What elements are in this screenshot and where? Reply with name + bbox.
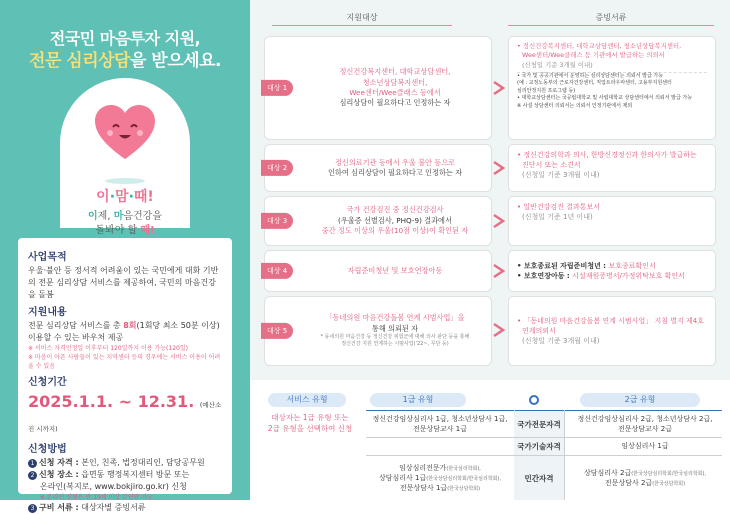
target-line: 중간 정도 이상의 우울(10점 이상)이 확인된 자 <box>321 226 469 236</box>
proof-line: (신청일 기준 1년 이내) <box>522 213 593 222</box>
tab-service-type: 서비스 유형 <box>268 393 346 407</box>
purpose-title: 사업목적 <box>28 252 67 263</box>
row-label-private: 민간자격 <box>514 456 564 500</box>
arrow-right-icon <box>492 322 506 338</box>
proof-line: • 정신건강복지센터, 대학교상담센터, 청소년상담복지센터, <box>517 42 682 50</box>
target-card-3 <box>264 196 492 246</box>
target-line: 청소년상담복지센터, <box>362 77 428 87</box>
purpose-text: 우울·불안 등 정서적 어려움이 있는 국민에게 대화 기반의 전문 심리상담 서비스를 제공하여, 국민의 마음건강을 돌봄 <box>28 266 219 299</box>
row-label-national-professional: 국가전문자격 <box>514 411 564 437</box>
target-line: 정신건강복지센터, 대학교상담센터, <box>339 67 451 77</box>
proof-card-1 <box>508 36 716 140</box>
target-card-1 <box>264 36 492 140</box>
target-line: 「동네의원 마음건강돌봄 연계 시범사업」을 <box>325 313 465 323</box>
method-item-2-note: ※ 온라인 신청은 만 19세 이상 본인만 가능 <box>40 494 153 501</box>
proof-line: • 「동네의원 마음건강돌봄 연계 시범사업」 지침 별지 제4호 <box>517 316 704 325</box>
target-line: 통해 의뢰된 자 <box>371 323 419 333</box>
target-line: 인하여 심리상담이 필요하다고 인정하는 자 <box>327 168 463 177</box>
target-line: (우울증 선별검사, PHQ-9) 결과에서 <box>338 215 452 225</box>
proof-line: 연계의뢰서 <box>522 326 556 335</box>
service-note: 대상자는 1급 유형 또는 2급 유형을 선택하여 신청 <box>267 413 353 433</box>
proof-card-2 <box>508 144 716 192</box>
proof-line: (신청일 기준 3개월 이내) <box>522 171 600 180</box>
target-badge: 대상 5 <box>261 323 293 339</box>
content-text: 전문 심리상담 서비스를 총 8회(1회당 최소 50분 이상) 이용할 수 있는 바우처 제공 <box>28 321 220 342</box>
smiling-heart-icon <box>95 105 155 161</box>
grade2-private: 상담심리사 2급(한국상담심리학회/한국심리학회), 전문상담사 2급(한국상담학회) <box>583 468 707 487</box>
tab-grade1: 1급 유형 <box>370 393 466 407</box>
proof-line: (신청일 기준 3개월 이내) <box>522 337 600 346</box>
hero-title-highlight: 전문 심리상담 <box>29 51 130 71</box>
heart-shadow <box>105 178 145 184</box>
method-item-1: 1 신청 자격 : 본인, 친족, 법정대리인, 담당공무원 <box>28 457 222 469</box>
proof-notes: • 국가 및 공공기관에서 운영하는 심리상담센터는 의뢰서 발급 가능 (예 : 교정노동부의 근로자건강센터, 직업트라우마센터, 고용부지원센터 심리안정지원 프로그램 등) • 대학교상담센터는 국공립대학교 및 사립대학교 상담센터에서 의뢰서 발급 가능 ※ 사설 상담센터 의뢰서는 의뢰서 인정기관에서 제외 <box>517 72 707 111</box>
hero-title-line1: 전국민 마음투자 지원, <box>49 29 201 48</box>
target-badge: 대상 2 <box>261 160 293 176</box>
content-note2: ※ 마음이 아픈 사람들이 있는 지역센터 등의 경우에는 서비스 이용이 어려울 수 있음 <box>28 354 221 370</box>
target-card-5 <box>264 296 492 366</box>
target-badge: 대상 4 <box>261 263 293 279</box>
info-box <box>18 238 232 512</box>
method-item-2: 2 신청 장소 : 읍면동 행정복지센터 방문 또는 <box>28 469 222 481</box>
content-note1: ※ 서비스 자격인정일 이후부터 120일까지 이용 가능(120일) <box>28 345 188 352</box>
period-title: 신청기간 <box>28 377 67 388</box>
target-note: * 동네의원 마음건강 등 정신건강 위험군에 대해 의사 판단 등을 통해 <box>320 334 470 341</box>
tab-grade2: 2급 유형 <box>580 393 700 407</box>
period-date: 2025.1.1. ~ 12.31. (예산소진 시까지) <box>28 392 222 433</box>
left-panel <box>0 0 250 512</box>
grade2-national-technical: 임상심리사 1급 <box>621 442 669 451</box>
proof-line: Wee센터/Wee클래스 등 기관에서 발급하는 의뢰서 <box>522 51 665 60</box>
target-line: 심리상담이 필요하다고 인정하는 자 <box>339 98 451 108</box>
hero-title-line2 <box>0 46 250 71</box>
proof-line: • 일반건강검진 결과통보서 <box>517 203 600 211</box>
proof-card-4 <box>508 250 716 292</box>
target-badge: 대상 1 <box>261 80 293 96</box>
target-badge: 대상 3 <box>261 213 293 229</box>
slogan-sub-line2: 돌봐야 할 때! <box>95 225 155 236</box>
method-title: 신청방법 <box>28 444 67 455</box>
circle-icon <box>528 394 540 406</box>
target-line: 자립준비청년 및 보호연장아동 <box>347 265 443 275</box>
proof-card-5 <box>508 296 716 366</box>
grade1-national-professional: 정신건강임상심리사 1급, 청소년상담사 1급, 전문상담교사 1급 <box>372 414 508 433</box>
grade2-national-professional: 정신건강임상심리사 2급, 청소년상담사 2급, 전문상담교사 2급 <box>577 414 713 433</box>
header-target: 지원대상 <box>272 12 452 26</box>
content-title: 지원내용 <box>28 307 67 318</box>
slogan-sub-line1: 이제, 마음건강을 <box>87 211 162 222</box>
arrow-right-icon <box>492 213 506 229</box>
header-proof: 증빙서류 <box>508 12 714 26</box>
hero-title-rest: 을 받으세요. <box>129 51 221 71</box>
proof-line: • 보호연장아동 : 시설재원증명서/가정위탁보호 확인서 <box>517 272 685 280</box>
slogan: 이·맘·때! <box>96 189 154 205</box>
proof-line: • 보호종료된 자립준비청년 : 보호종료확인서 <box>517 261 656 270</box>
arrow-right-icon <box>492 160 506 176</box>
method-item-2-line2: 온라인(복지로, www.bokjiro.go.kr) 신청 <box>40 482 187 491</box>
target-card-4 <box>264 250 492 292</box>
arrow-right-icon <box>492 263 506 279</box>
target-note: 정신건강 지원 연계하는 시범사업('22~, 무단 등) <box>341 341 449 348</box>
target-card-2 <box>264 144 492 192</box>
arrow-right-icon <box>492 80 506 96</box>
target-line: 정신의료기관 등에서 우울 불안 등으로 <box>334 157 456 167</box>
target-line: Wee센터/Wee클래스 등에서 <box>349 88 441 97</box>
proof-line: • 정신건강의학과 의사, 한방신경정신과 한의사가 발급하는 <box>517 151 697 159</box>
proof-line: (신청일 기준 3개월 이내) <box>522 60 593 69</box>
method-item-3: 3 구비 서류 : 대상자별 증빙서류 <box>28 502 222 514</box>
proof-line: 진단서 또는 소견서 <box>522 161 581 170</box>
target-line: 국가 건강검진 중 정신건강검사 <box>346 205 444 215</box>
row-label-national-technical: 국가기술자격 <box>514 438 564 455</box>
grade1-private: 임상심리전문가(한국심리학회), 상담심리사 1급(한국상담심리학회/한국심리학회), 전문상담사 1급(한국상담학회) <box>378 463 502 493</box>
proof-card-3 <box>508 196 716 246</box>
